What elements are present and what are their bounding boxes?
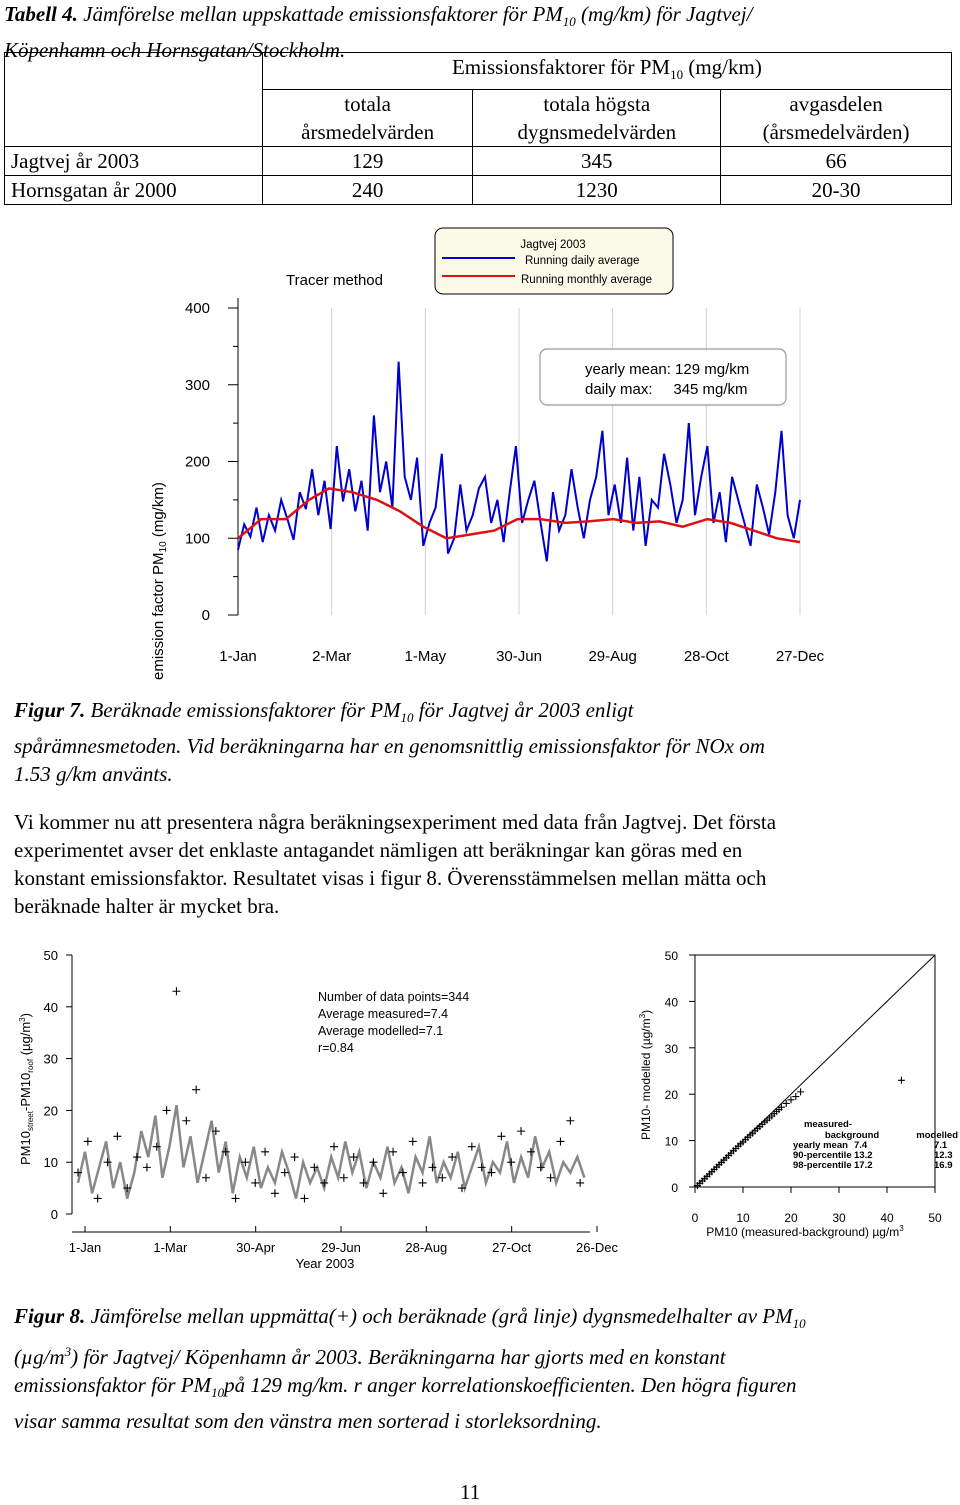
y-tick-label: 0 <box>671 1181 678 1195</box>
measured-point <box>113 1132 121 1140</box>
col-header-1: totala <box>262 90 473 119</box>
y-tick-label: 0 <box>201 607 210 624</box>
measured-point <box>340 1174 348 1182</box>
fig8-caption-l1: Jämförelse mellan uppmätta(+) och beräknade (grå linje) dygnsmedelhalter av PM <box>85 1304 793 1328</box>
x-tick-label: 1-Jan <box>68 1240 102 1255</box>
y-tick-label: 0 <box>50 1207 58 1222</box>
f8r-head-measured-2: background <box>824 1130 880 1141</box>
measured-point <box>261 1148 269 1156</box>
table-row <box>5 176 952 205</box>
x-tick-label: 30-Jun <box>496 648 542 665</box>
y-tick-label: 400 <box>184 300 210 317</box>
measured-point <box>507 1158 515 1166</box>
table-caption-text: Jämförelse mellan uppskattade emissionsfaktorer för PM <box>83 2 563 26</box>
x-tick-label: 10 <box>736 1211 750 1225</box>
measured-point <box>271 1189 279 1197</box>
measured-point <box>330 1143 338 1151</box>
fig8-caption-l3a: emissionsfaktor för PM <box>14 1373 212 1398</box>
f8r-row-label: yearly mean <box>793 1140 848 1151</box>
y-tick-label: 30 <box>43 1051 58 1067</box>
f8r-head-modelled: modelled <box>916 1130 958 1141</box>
measured-point <box>566 1117 574 1125</box>
col-header-3: avgasdelen <box>721 90 952 119</box>
fig8-right-chart <box>600 940 960 1250</box>
col-header-1-line2: årsmedelvärden <box>262 118 473 147</box>
f8r-y-axis-label: PM10- modelled $(\mu g/m^3)$ <box>638 1009 653 1140</box>
cell: 345 <box>473 147 721 176</box>
fig8-caption-l2b: ) för Jagtvej/ Köpenhamn år 2003. Beräkningarna har gjorts med en konstant <box>71 1345 726 1370</box>
measured-point <box>291 1153 299 1161</box>
x-tick-label: 26-Dec <box>576 1240 618 1255</box>
y-tick-label: 50 <box>664 949 678 963</box>
measured-point <box>517 1127 525 1135</box>
fig7-caption <box>14 696 954 788</box>
f8r-row-modelled: 12.3 <box>934 1150 953 1161</box>
measured-point <box>182 1117 190 1125</box>
x-tick-label: 30 <box>832 1211 846 1225</box>
x-tick-label: 2-Mar <box>312 648 352 665</box>
page-number: 11 <box>460 1480 481 1504</box>
fig7-y-axis-label: emission factor $PM_{10}$ (mg/km) <box>150 482 169 680</box>
sorted-point <box>898 1077 905 1084</box>
f8l-stat-2: Average measured=7.4 <box>318 1007 449 1021</box>
table-row <box>5 147 952 176</box>
table-corner <box>5 53 263 147</box>
fig7-caption-l1: Beräknade emissionsfaktorer för PM <box>85 698 401 722</box>
f8r-row-modelled: 16.9 <box>934 1160 953 1171</box>
y-tick-label: 300 <box>184 376 210 394</box>
x-tick-label: 1-Jan <box>219 648 257 665</box>
f8r-row-label: 98-percentile <box>793 1160 852 1171</box>
body-line: beräknade halter är mycket bra. <box>14 894 280 918</box>
y-tick-label: 100 <box>184 530 210 548</box>
y-tick-label: 50 <box>43 948 58 963</box>
col-header-3-line2: (årsmedelvärden) <box>721 118 952 147</box>
body-line: Vi kommer nu att presentera några beräkningsexperiment med data från Jagtvej. Det första <box>14 810 777 834</box>
modelled-line <box>78 1105 584 1198</box>
measured-point <box>409 1137 417 1145</box>
measured-point <box>232 1194 240 1202</box>
cell: 129 <box>262 147 473 176</box>
x-tick-label: 1-Mar <box>153 1240 188 1255</box>
row-label: Jagtvej år 2003 <box>5 147 263 176</box>
measured-point <box>369 1158 377 1166</box>
x-tick-label: 28-Oct <box>683 648 729 665</box>
fig8-caption <box>14 1302 954 1435</box>
measured-point <box>251 1179 259 1187</box>
fig8-caption-l2a: (µg/m <box>14 1345 65 1370</box>
fig8-caption-label: Figur 8. <box>14 1304 86 1328</box>
col-header-2: totala högsta <box>473 90 721 119</box>
row-label: Hornsgatan år 2000 <box>5 176 263 205</box>
table-caption-line2: Köpenhamn och Hornsgatan/Stockholm. <box>4 38 346 63</box>
fig7-chart <box>0 220 960 680</box>
sorted-point <box>797 1088 804 1095</box>
x-tick-label: 20 <box>784 1211 798 1225</box>
f8r-row-modelled: 7.1 <box>934 1140 948 1151</box>
body-paragraph <box>14 808 954 920</box>
body-line: experimentet avser det enklaste antagandet nämligen att beräkningar kan göras med en <box>14 838 743 862</box>
sorted-point <box>788 1096 795 1103</box>
f8r-head-measured-1: measured- <box>803 1119 852 1130</box>
f8l-stat-3: Average modelled=7.1 <box>318 1024 444 1038</box>
table-caption-sub: 10 <box>562 14 576 30</box>
legend-monthly-label: Running monthly average <box>521 274 653 286</box>
x-tick-label: 30-Apr <box>236 1240 276 1255</box>
table-group-header: Emissionsfaktorer för $PM_{10}$ (mg/km) <box>262 53 951 90</box>
f8r-x-axis-label: PM10 (measured-background) $\mu g/m^3$ <box>706 1224 904 1239</box>
x-tick-label: 29-Jun <box>321 1240 361 1255</box>
cell: 1230 <box>473 176 721 205</box>
sorted-point <box>792 1093 799 1100</box>
f8r-row-measured: 7.4 <box>854 1140 868 1151</box>
table-caption-rest: (mg/km) för Jagtvej/ <box>575 2 753 26</box>
y-tick-label: 30 <box>664 1041 678 1056</box>
measured-point <box>468 1143 476 1151</box>
y-tick-label: 40 <box>664 995 678 1010</box>
y-tick-label: 20 <box>43 1103 58 1119</box>
x-tick-label: 50 <box>928 1211 942 1225</box>
legend-title: Jagtvej 2003 <box>520 239 586 251</box>
x-tick-label: 27-Oct <box>492 1240 532 1255</box>
measured-point <box>497 1132 505 1140</box>
fig7-caption-label: Figur 7. <box>14 698 86 722</box>
legend-daily-label: Running daily average <box>525 255 640 267</box>
measured-point <box>300 1194 308 1202</box>
x-tick-label: 29-Aug <box>588 648 637 665</box>
y-tick-label: 40 <box>43 999 58 1015</box>
measured-point <box>379 1189 387 1197</box>
fig7-caption-l3: 1.53 g/km använts. <box>14 762 173 787</box>
y-tick-label: 20 <box>664 1088 678 1103</box>
y-tick-label: 200 <box>184 453 210 471</box>
f8l-x-axis-label: Year 2003 <box>295 1256 355 1271</box>
col-header-2-line2: dygnsmedelvärden <box>473 118 721 147</box>
measured-point <box>143 1163 151 1171</box>
measured-point <box>556 1137 564 1145</box>
measured-point <box>192 1086 200 1094</box>
emission-table <box>4 52 952 205</box>
fig7-caption-l1b: för Jagtvej år 2003 enligt <box>413 698 634 722</box>
fig8-caption-l4: visar samma resultat som den vänstra men sorterad i storleksordning. <box>14 1409 602 1434</box>
cell: 20-30 <box>721 176 952 205</box>
measured-point <box>576 1179 584 1187</box>
f8r-row-measured: 13.2 <box>854 1150 873 1161</box>
stats-line-2: daily max: 345 mg/km <box>585 381 748 398</box>
tracer-label: Tracer method <box>286 272 383 289</box>
measured-point <box>133 1153 141 1161</box>
measured-point <box>172 987 180 995</box>
fig8-left-chart <box>0 940 618 1280</box>
stats-line-1: yearly mean: 129 mg/km <box>585 361 750 378</box>
f8l-stat-1: Number of data points=344 <box>318 990 470 1004</box>
x-tick-label: 0 <box>691 1211 699 1225</box>
f8r-row-label: 90-percentile <box>793 1150 852 1161</box>
x-tick-label: 40 <box>880 1211 894 1225</box>
fig8-caption-l3-sub: 10 <box>211 1385 225 1401</box>
measured-point <box>163 1106 171 1114</box>
fig8-caption-sub: 10 <box>792 1316 806 1332</box>
f8l-y-axis-label: $PM10_{street}-PM10_{roof}$ $(\mu g/m^3)$ <box>18 1013 35 1165</box>
fig7-caption-sub: 10 <box>400 710 414 726</box>
measured-point <box>419 1179 427 1187</box>
measured-point <box>202 1174 210 1182</box>
fig8-caption-l3b: på 129 mg/km. r anger korrelationskoefficienten. Den högra figuren <box>224 1373 797 1398</box>
cell: 66 <box>721 147 952 176</box>
x-tick-label: 1-May <box>404 648 447 665</box>
fig8-caption-sup: 3 <box>64 1344 72 1360</box>
measured-point <box>94 1194 102 1202</box>
x-tick-label: 27-Dec <box>775 648 825 665</box>
y-tick-label: 10 <box>43 1155 58 1171</box>
y-tick-label: 10 <box>664 1134 678 1149</box>
f8l-stat-4: r=0.84 <box>318 1041 354 1055</box>
f8r-row-measured: 17.2 <box>854 1160 873 1171</box>
table-caption-label: Tabell 4. <box>4 2 78 26</box>
body-line: konstant emissionsfaktor. Resultatet visas i figur 8. Överensstämmelsen mellan mätta och <box>14 866 767 890</box>
measured-point <box>84 1137 92 1145</box>
fig7-caption-l2: spårämnesmetoden. Vid beräkningarna har en genomsnittlig emissionsfaktor för NOx om <box>14 734 765 759</box>
x-tick-label: 28-Aug <box>405 1240 448 1255</box>
cell: 240 <box>262 176 473 205</box>
